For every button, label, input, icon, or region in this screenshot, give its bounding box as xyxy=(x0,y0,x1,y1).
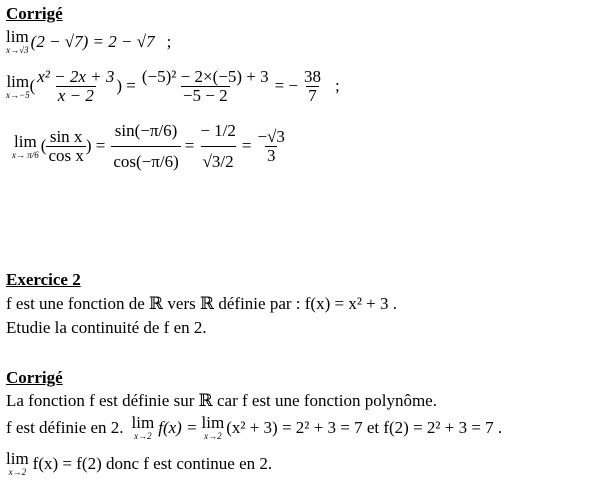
lim-operator xyxy=(132,414,155,441)
limit-line-1 xyxy=(6,28,171,55)
fraction-substituted xyxy=(111,122,180,171)
fraction-result xyxy=(302,68,323,105)
fraction-numerator: sin x xyxy=(49,127,83,146)
fraction-substituted xyxy=(140,68,271,105)
lim-operator xyxy=(6,73,30,100)
limit-line-3 xyxy=(12,122,287,171)
lim-subscript: x→2 xyxy=(134,431,152,441)
fraction-denominator: x − 2 xyxy=(57,85,94,105)
corrige-text-line-1: La fonction f est définie sur ℝ car f est une fonction polynôme. xyxy=(6,391,437,410)
lim-subscript: x→√3 xyxy=(6,45,29,55)
equals-sign: = xyxy=(241,136,252,156)
fraction-denominator: cos(−π/6) xyxy=(111,146,180,171)
text-segment: f(x) = xyxy=(158,417,198,437)
fraction-numerator: − 1/2 xyxy=(200,121,236,140)
lim-text: lim xyxy=(6,449,29,468)
fraction-result xyxy=(256,128,287,165)
separator: ; xyxy=(166,31,172,51)
fraction-half xyxy=(198,122,238,171)
paren-open: ( xyxy=(40,136,47,156)
paren-close: ) = xyxy=(85,136,106,156)
text-segment: (x² + 3) = 2² + 3 = 7 et f(2) = 2² + 3 = 7 . xyxy=(226,417,503,437)
paren-close: ) = xyxy=(116,76,136,96)
lim-text: lim xyxy=(6,27,29,46)
fraction-numerator: −√3 xyxy=(257,127,285,146)
fraction-denominator: cos x xyxy=(48,145,84,165)
lim-subscript: x→2 xyxy=(8,467,27,477)
limit-expression: (2 − √7) = 2 − √7 xyxy=(30,31,155,51)
fraction-numerator: 38 xyxy=(304,67,322,86)
lim-subscript: x→ π/6 xyxy=(12,149,39,160)
lim-operator xyxy=(12,133,39,160)
fraction-lhs xyxy=(35,68,116,105)
fraction-denominator: 7 xyxy=(308,85,317,105)
fraction-numerator: x² − 2x + 3 xyxy=(37,67,115,86)
paren-open: ( xyxy=(29,76,36,96)
lim-text: lim xyxy=(6,71,30,91)
lim-subscript: x→2 xyxy=(204,431,222,441)
corrige-text-line-3 xyxy=(6,450,272,477)
lim-text: lim xyxy=(14,131,37,151)
lim-operator xyxy=(202,414,225,441)
fraction-numerator: (−5)² − 2×(−5) + 3 xyxy=(141,67,269,86)
exercice-statement: f est une fonction de ℝ vers ℝ définie par : f(x) = x² + 3 . xyxy=(6,294,397,313)
corrige-heading-1: Corrigé xyxy=(6,4,63,23)
text-segment: f est définie en 2. xyxy=(6,417,124,437)
fraction-denominator: 3 xyxy=(266,145,276,165)
fraction-denominator: −5 − 2 xyxy=(182,85,228,105)
limit-line-2 xyxy=(6,68,340,105)
equals-sign: = xyxy=(184,136,195,156)
fraction-denominator: √3/2 xyxy=(201,146,236,171)
fraction-lhs xyxy=(46,128,85,165)
lim-subscript: x→−5 xyxy=(6,89,30,100)
lim-operator xyxy=(6,450,29,477)
text-segment: f(x) = f(2) donc f est continue en 2. xyxy=(32,453,273,473)
separator: ; xyxy=(335,76,340,96)
corrige-heading-2: Corrigé xyxy=(6,368,63,387)
fraction-numerator: sin(−π/6) xyxy=(114,121,178,140)
lim-operator xyxy=(6,28,29,55)
lim-text: lim xyxy=(131,413,155,432)
exercice-question: Etudie la continuité de f en 2. xyxy=(6,318,207,337)
equals-sign: = − xyxy=(274,76,299,96)
exercice-heading: Exercice 2 xyxy=(6,270,81,289)
lim-text: lim xyxy=(201,413,225,432)
corrige-text-line-2 xyxy=(6,414,502,441)
